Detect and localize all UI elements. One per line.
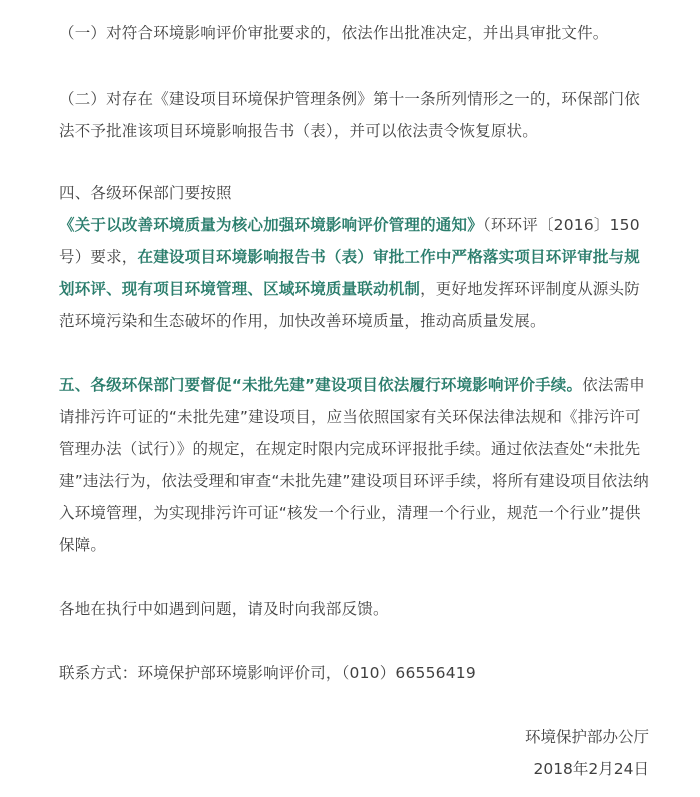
notice-title-highlight: 《关于以改善环境质量为核心加强环境影响评价管理的通知》 bbox=[59, 216, 483, 234]
paragraph-contact: 联系方式：环境保护部环境影响评价司，（010）66556419 bbox=[59, 664, 476, 682]
section-five-heading-highlight: 五、各级环保部门要督促“未批先建”建设项目依法履行环境影响评价手续。 bbox=[59, 376, 583, 394]
linkage-mechanism-highlight: 在建设项目环境影响报告书（表）审批工作中严格落实项目环评审批与规划环评、现有项目环境管理、区域环境质量联动机制 bbox=[59, 248, 640, 298]
notice-number: （环环评〔2016〕150号）要求， bbox=[59, 216, 640, 266]
signature-date: 2018年2月24日 bbox=[533, 760, 649, 778]
paragraph-section-five bbox=[59, 369, 651, 561]
section-five-body: 依法需申请排污许可证的“未批先建”建设项目，应当依照国家有关环保法律法规和《排污许可管理办法（试行）》的规定，在规定时限内完成环评报批手续。通过依法查处“未批先建”违法行为，依法受理和审查“未批先建”建设项目环评手续，将所有建设项目依法纳入环境管理，为实现排污许可证“核发一个行业，清理一个行业，规范一个行业”提供保障。 bbox=[59, 376, 649, 554]
section-four-tail: ，更好地发挥环评制度从源头防范环境污染和生态破坏的作用，加快改善环境质量，推动高质量发展。 bbox=[59, 280, 640, 330]
paragraph-approve: （一）对符合环境影响评价审批要求的，依法作出批准决定，并出具审批文件。 bbox=[59, 24, 609, 42]
paragraph-feedback: 各地在执行中如遇到问题，请及时向我部反馈。 bbox=[59, 600, 389, 618]
paragraph-reject: （二）对存在《建设项目环境保护管理条例》第十一条所列情形之一的，环保部门依法不予批准该项目环境影响报告书（表），并可以依法责令恢复原状。 bbox=[59, 90, 640, 140]
section-four-intro: 四、各级环保部门要按照 bbox=[59, 184, 232, 202]
signature-office: 环境保护部办公厅 bbox=[524, 728, 649, 746]
paragraph-section-four bbox=[59, 177, 651, 337]
